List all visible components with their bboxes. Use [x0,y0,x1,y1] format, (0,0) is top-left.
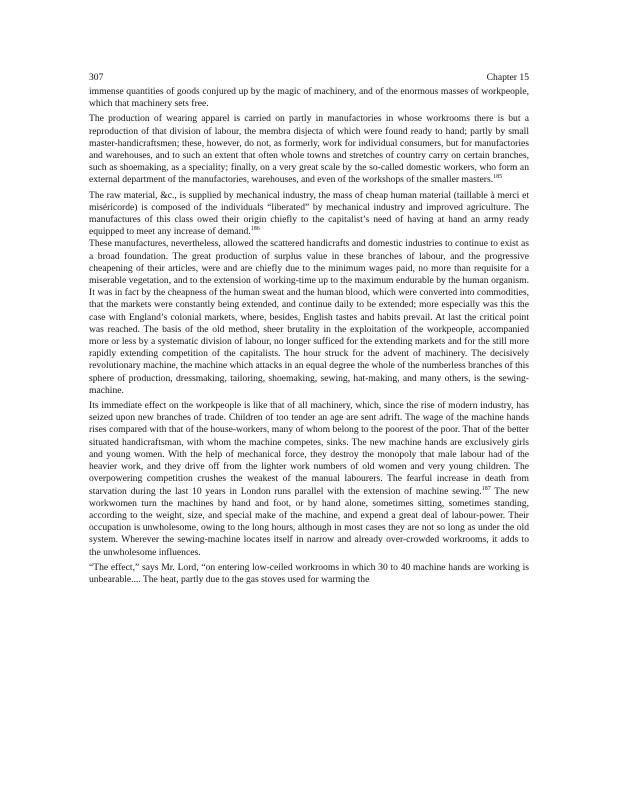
page-number: 307 [89,72,104,83]
paragraph-text: These manufactures, nevertheless, allowed the scattered handicrafts and domestic industries to continue to exist as a broad foundation. The great production of surplus value in these branches of labour, and the progressive cheapening of their articles, were and are chiefly due to the minimum wages paid, no more than requisite for a miserable vegetation, and to the extension of working-time up to the maximum endurable by the human organism. It was in fact by the cheapness of the human sweat and the human blood, which were converted into commodities, that the markets were constantly being extended, and continue daily to be extended; more especially was this the case with England’s colonial markets, where, besides, English tastes and habits prevail. At last the critical point was reached. The basis of the old method, sheer brutality in the exploitation of the workpeople, accompanied more or less by a systematic division of labour, no longer sufficed for the extending markets and for the still more rapidly extending competition of the capitalists. The hour struck for the advent of machinery. The decisively revolutionary machine, the machine which attacks in an equal degree the whole of the numberless branches of this sphere of production, dressmaking, tailoring, shoemaking, sewing, hat-making, and many others, is the sewing-machine. [89,238,529,396]
paragraph [89,86,529,110]
paragraph [89,190,529,239]
paragraph [89,562,529,586]
paragraph-text: The new workwomen turn the machines by hand and foot, or by hand alone, sometimes sitting, sometimes standing, according to the weight, size, and special make of the machine, and expend a great deal of labour-power. Their occupation is unwholesome, owing to the long hours, although in most cases they are not so long as under the old system. Wherever the sewing-machine locates itself in narrow and already over-crowded workrooms, it adds to the unwholesome influences. [89,485,529,558]
paragraph-text: The production of wearing apparel is carried on partly in manufactories in whose workrooms there is but a reproduction of that division of labour, the membra disjecta of which were found ready to hand; partly by small master-handicraftsmen; these, however, do not, as formerly, work for individual consumers, but for manufactories and warehouses, and to such an extent that often whole towns and stretches of country carry on certain branches, such as shoemaking, as a speciality; finally, on a very great scale by the so-called domestic workers, who form an external department of the manufactories, warehouses, and even of the workshops of the smaller masters. [89,113,529,186]
footnote-reference[interactable]: 185 [493,174,503,181]
paragraph-text: Its immediate effect on the workpeople is like that of all machinery, which, since the rise of modern industry, has seized upon new branches of trade. Children of too tender an age are sent adrift. The wage of the machine hands rises compared with that of the house-workers, many of whom belong to the poorest of the poor. That of the better situated handicraftsman, with whom the machine competes, sinks. The new machine hands are exclusively girls and young women. With the help of mechanical force, they destroy the monopoly that male labour had of the heavier work, and they drive off from the lighter work numbers of old women and very young children. The overpowering competition crushes the weakest of the manual labourers. The fearful increase in death from starvation during the last 10 years in London runs parallel with the extension of machine sewing. [89,400,529,497]
page-header [89,72,529,84]
paragraph [89,400,529,559]
paragraph-text: immense quantities of goods conjured up by the magic of machinery, and of the enormous masses of workpeople, which that machinery sets free. [89,86,529,110]
footnote-reference[interactable]: 187 [481,485,491,492]
paragraph-text: The raw material, &c., is supplied by mechanical industry, the mass of cheap human material (taillable à merci et miséricorde) is composed of the individuals “liberated” by mechanical industry and improved agriculture. The manufactures of this class owed their origin chiefly to the capitalist’s need of having at hand an army ready equipped to meet any increase of demand. [89,189,529,238]
paragraph-text: “The effect,” says Mr. Lord, “on entering low-ceiled workrooms in which 30 to 40 machine hands are working is unbearable.... The heat, partly due to the gas stoves used for warming the [89,561,529,585]
footnote-reference[interactable]: 186 [250,226,260,233]
paragraph [89,113,529,186]
chapter-title: Chapter 15 [486,72,529,83]
document-page [89,72,529,589]
paragraph [89,238,529,397]
